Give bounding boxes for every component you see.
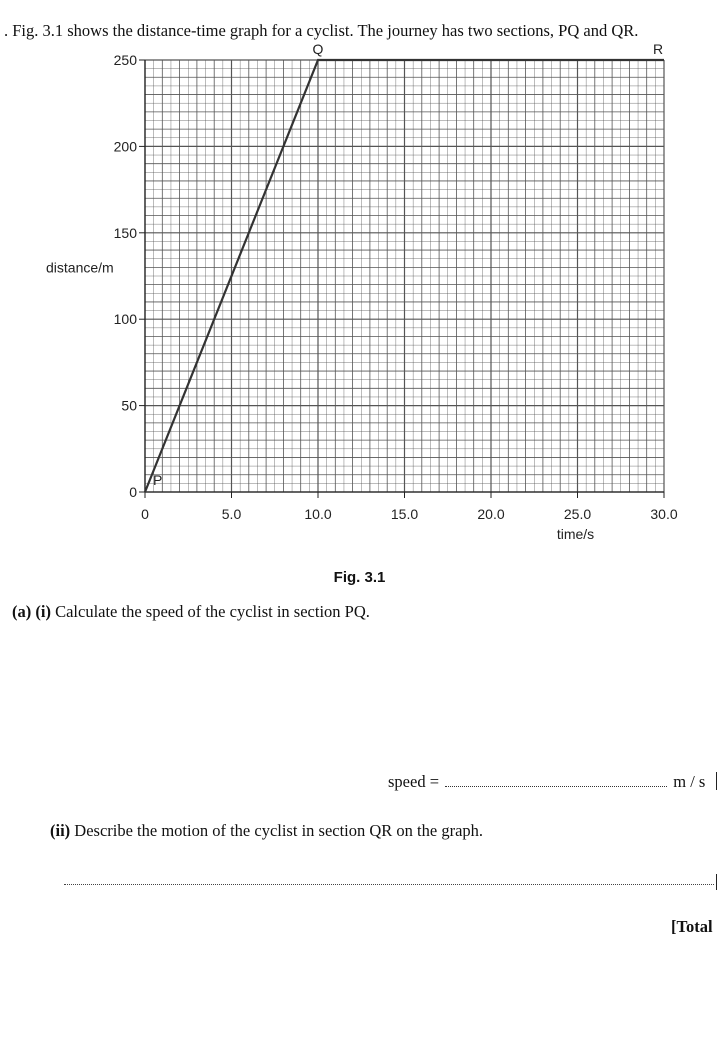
point-label-p: P — [153, 472, 163, 488]
x-tick-label: 5.0 — [221, 506, 242, 522]
y-tick-label: 100 — [113, 311, 137, 328]
part-a-ii-question — [50, 821, 483, 841]
part-a-ii-text: Describe the motion of the cyclist in section QR on the graph. — [74, 821, 484, 840]
speed-label: speed = — [388, 772, 439, 791]
y-tick-label: 200 — [113, 138, 137, 155]
x-axis-label: time/s — [556, 526, 595, 542]
figure-caption: Fig. 3.1 — [333, 569, 386, 586]
part-a-i-text: Calculate the speed of the cyclist in section PQ. — [55, 602, 370, 621]
y-tick-label: 150 — [113, 224, 137, 241]
margin-tick — [716, 874, 717, 890]
x-tick-label: 25.0 — [563, 506, 592, 522]
total-marks-label: [Total — [671, 917, 713, 936]
answer-line[interactable] — [64, 884, 714, 885]
y-axis-label: distance/m — [46, 259, 114, 276]
margin-tick — [716, 772, 717, 790]
question-intro: . Fig. 3.1 shows the distance-time graph for a cyclist. The journey has two sections, PQ and QR. — [4, 21, 639, 40]
part-a-i-label: (a) (i) — [12, 602, 51, 621]
x-tick-label: 30.0 — [650, 506, 678, 522]
x-tick-label: 10.0 — [304, 506, 332, 522]
x-tick-label: 0 — [141, 506, 149, 522]
speed-unit: m / s — [673, 772, 706, 791]
part-a-ii-label: (ii) — [50, 821, 71, 840]
point-label-r: R — [652, 41, 664, 57]
x-tick-label: 20.0 — [477, 506, 505, 522]
speed-answer-field[interactable] — [445, 774, 667, 787]
y-tick-label: 250 — [113, 52, 137, 68]
y-tick-label: 0 — [129, 484, 137, 500]
part-a-i-question — [12, 602, 370, 622]
speed-answer-line — [388, 772, 705, 792]
point-label-q: Q — [312, 41, 324, 57]
y-tick-label: 50 — [121, 397, 137, 414]
x-tick-label: 15.0 — [390, 506, 419, 522]
